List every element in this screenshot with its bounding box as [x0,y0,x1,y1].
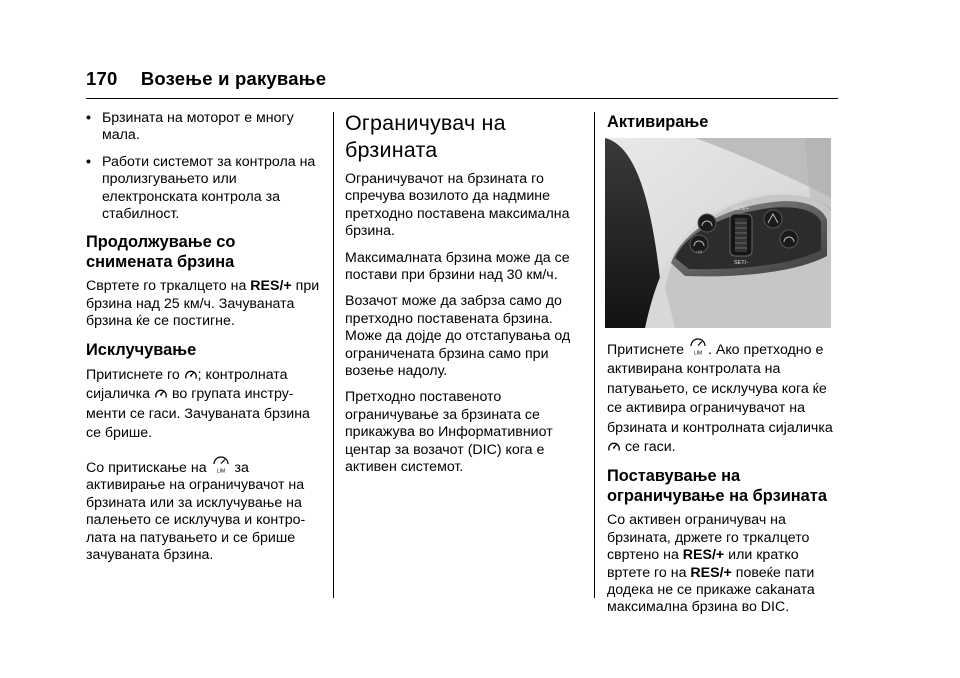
thumbwheel-res-set [730,214,752,256]
page-number: 170 [86,68,118,89]
column-2 [345,110,580,486]
heading-activate: Активирање [607,113,709,131]
column-3 [607,110,839,626]
bullet-text: Брзината на моторот е многу мала. [102,110,294,144]
cruise-control-icon [154,387,168,401]
cruise-control-icon [607,440,621,454]
bullet-dot: • [86,153,91,170]
res-label: RES/+ [690,564,732,581]
text: . Ако претходно е активирана контролата на патувањето, се исклучува кога ќе се активира ограничувачот на брзината и контролната сијаличка [607,342,833,436]
steering-wheel-photo [605,138,831,328]
bullet-dot: • [86,110,91,126]
button-follow-distance [780,230,798,248]
section-title-speed-limiter: Ограничувач на брзината [345,111,506,162]
text: Со притискање на [86,460,207,477]
paragraph-off [86,366,322,444]
text: Свртете го тркалцето на [86,278,247,295]
lim-text: LIM [693,350,703,356]
page-header [86,68,326,90]
lim-text: LIM [216,468,225,475]
text: повеќе пати додека не се прикаже сakaната максимална брзина во DIC. [607,564,815,616]
column-divider-1 [333,112,334,598]
bullet-item [86,110,322,145]
paragraph-activate [607,336,839,457]
text: за активирање на ограничувачот на брзината или за исклучување на палењето се исклучува и контро- лата на патувањето и се брише зачуваната брзина. [86,460,306,564]
text: Притиснете [607,342,685,358]
heading-resume: Продолжување со снимената брзина [86,233,236,272]
cruise-control-icon [184,368,198,382]
chapter-title: Возење и ракување [140,68,327,89]
text: Притиснете го [86,366,180,383]
text: Со активен ограничувач на брзината, држете го тркалцето свртено на [607,512,810,564]
text: во групата инстру- менти се гаси. Зачуваната брзина се брише. [86,386,310,442]
header-rule [86,98,838,99]
speed-limiter-icon [211,454,231,474]
res-label: RES/+ [250,278,292,295]
text: или кратко вртете го на [607,547,799,581]
bullet-item [86,154,322,224]
paragraph-resume [86,278,322,330]
paragraph: Максималната брзина може да се постави при брзини над 30 км/ч. [345,249,570,284]
paragraph: Претходно поставеното ограничување за брзината се прикажува во Информативниот центар за возачот (DIC) кога е активен системот. [345,389,553,476]
text: при брзина над 25 км/ч. Зачуваната брзина ќе се постигне. [86,278,320,330]
heading-set-limit: Поставување на ограничување на брзината [607,467,827,506]
button-cruise-toggle [698,214,716,232]
button-top-right [764,210,782,228]
photo-set-label: SET/- [733,260,749,266]
photo-lim-label: LIM [695,249,703,254]
paragraph-set-limit [607,512,839,616]
text: ; контролната сијаличка [86,366,288,403]
speed-limiter-icon [688,336,708,356]
text: се гаси. [624,439,676,456]
paragraph-limiter-cancel [86,454,322,564]
heading-off: Исклучување [86,340,197,359]
column-1 [86,110,322,573]
paragraph: Возачот може да забрза само до претходно поставената брзина. Може да дојде до отстапувања од ограничената брзина само при возење надолу. [345,293,571,380]
bullet-text: Работи системот за контрола на пролизгувањето или електронската контрола за стабилност. [102,153,316,223]
column-divider-2 [594,112,595,598]
paragraph: Ограничувачот на брзината го спречува возилото да надмине претходно поставена максимална брзина. [345,171,570,240]
res-label: RES/+ [682,547,725,564]
photo-res-label: RES/+ [732,206,750,212]
